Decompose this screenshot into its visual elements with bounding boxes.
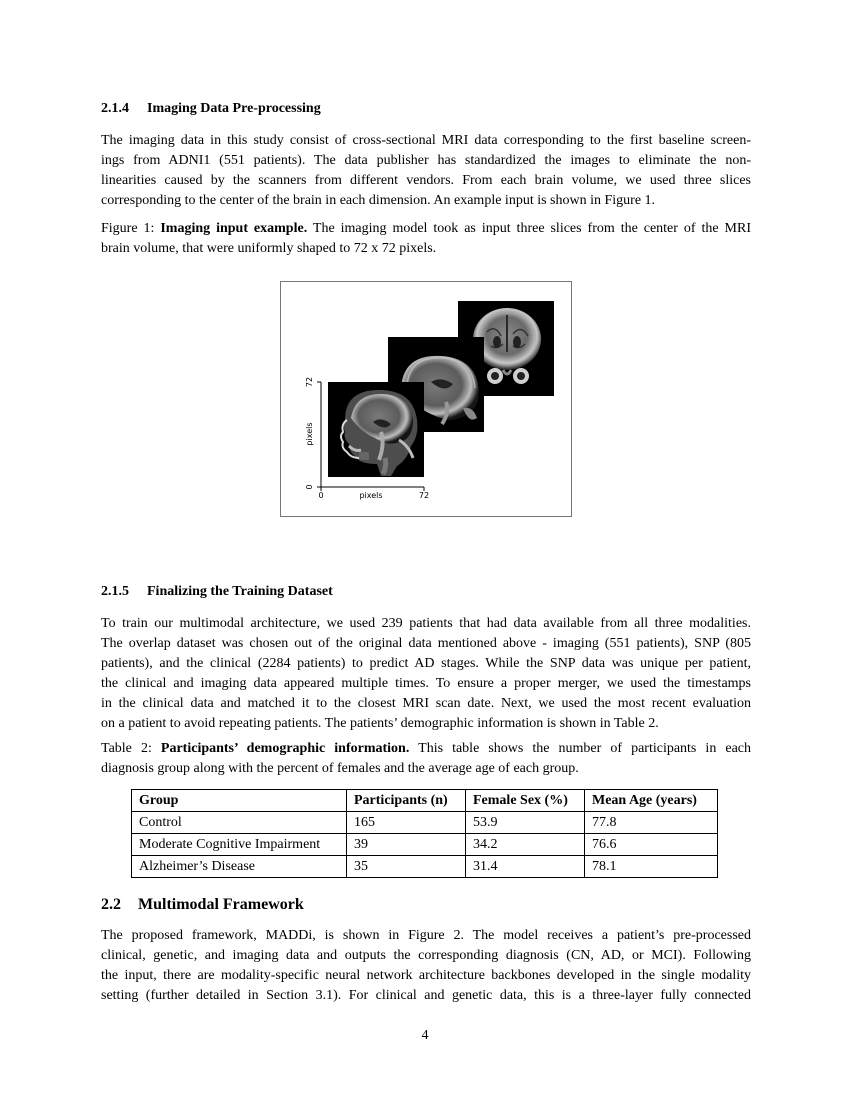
text-line: The proposed framework, MADDi, is shown in Figure 2. The model receives a patient’s pre-processed (101, 928, 751, 943)
subsection-number: 2.1.5 (101, 584, 129, 599)
text-line: The imaging data in this study consist of cross-sectional MRI data corresponding to the first baseline screen- (101, 133, 751, 148)
section-title: Multimodal Framework (138, 896, 304, 913)
table-cell: 53.9 (466, 812, 585, 834)
column-header: Mean Age (years) (585, 790, 718, 812)
table-cell: 31.4 (466, 856, 585, 878)
table-cell: 76.6 (585, 834, 718, 856)
figure-1-graphic (281, 282, 571, 516)
section-heading-2-2 (101, 896, 304, 914)
section-number: 2.2 (101, 896, 121, 913)
demographics-table (131, 789, 718, 878)
table-header-row (132, 790, 718, 812)
table-row (132, 812, 718, 834)
y-tick-label: 0 (305, 484, 314, 490)
paragraph-multimodal-framework (101, 926, 751, 1006)
text-line: setting (further detailed in Section 3.1). For clinical and genetic data, this is a three-layer fully connected (101, 988, 751, 1003)
figure-caption (101, 219, 751, 259)
table-cell: 78.1 (585, 856, 718, 878)
x-tick-label: 0 (318, 491, 324, 500)
text-line: in the clinical data and matched it to the closest MRI scan date. Next, we used the most recent evaluation (101, 696, 751, 711)
caption-text: diagnosis group along with the percent of females and the average age of each group. (101, 761, 579, 776)
subsection-number: 2.1.4 (101, 101, 129, 116)
caption-text: The imaging model took as input three slices from the center of the MRI (307, 221, 751, 236)
table-row (132, 856, 718, 878)
subsection-heading-2-1-4 (101, 101, 321, 117)
text-line: ings from ADNI1 (551 patients). The data publisher has standardized the images to eliminate the non- (101, 153, 751, 168)
table-caption (101, 739, 751, 779)
table-cell: Control (132, 812, 347, 834)
text-line: patients), and the clinical (2284 patients) to predict AD stages. While the SNP data was unique per patient, (101, 656, 751, 671)
paragraph-imaging-preprocessing (101, 131, 751, 211)
caption-text: This table shows the number of participants in each (409, 741, 752, 756)
y-tick-label: 72 (305, 376, 314, 388)
mri-slice-sagittal-front (328, 382, 424, 477)
x-axis-label: pixels (359, 491, 383, 500)
y-axis-label: pixels (305, 422, 314, 446)
table-cell: 165 (347, 812, 466, 834)
text-line: The overlap dataset was chosen out of the original data mentioned above - imaging (551 patients), SNP (805 (101, 636, 751, 651)
text-line: on a patient to avoid repeating patients. The patients’ demographic information is shown in Table 2. (101, 716, 659, 731)
text-line: clinical, genetic, and imaging data and outputs the corresponding diagnosis (CN, AD, or MCI). Following (101, 948, 751, 963)
subsection-heading-2-1-5 (101, 584, 333, 600)
text-line: To train our multimodal architecture, we used 239 patients that had data available from all three modalities. (101, 616, 751, 631)
text-line: the input, there are modality-specific neural network architecture backbones developed in the single modality (101, 968, 751, 983)
paragraph-training-dataset (101, 614, 751, 734)
text-line: corresponding to the center of the brain in each dimension. An example input is shown in Figure 1. (101, 193, 656, 208)
table-cell: 39 (347, 834, 466, 856)
caption-bold-title: Imaging input example. (160, 221, 308, 236)
figure-1-imaging-example (280, 281, 572, 517)
table-cell: Moderate Cognitive Impairment (132, 834, 347, 856)
page-number: 4 (421, 1028, 429, 1043)
caption-label: Table 2: (101, 741, 152, 756)
caption-label: Figure 1: (101, 221, 155, 236)
subsection-title: Imaging Data Pre-processing (147, 101, 321, 116)
table-cell: 77.8 (585, 812, 718, 834)
table-cell: 35 (347, 856, 466, 878)
table-cell: 34.2 (466, 834, 585, 856)
table-cell: Alzheimer’s Disease (132, 856, 347, 878)
column-header: Participants (n) (347, 790, 466, 812)
text-line: linearities caused by the scanners from different vendors. From each brain volume, we used three slices (101, 173, 751, 188)
x-tick-label: 72 (418, 491, 430, 500)
caption-bold-title: Participants’ demographic information. (160, 741, 410, 756)
table-row (132, 834, 718, 856)
column-header: Group (132, 790, 347, 812)
text-line: the clinical and imaging data appeared multiple times. To ensure a proper merger, we used the timestamps (101, 676, 751, 691)
caption-text: brain volume, that were uniformly shaped to 72 x 72 pixels. (101, 241, 437, 256)
subsection-title: Finalizing the Training Dataset (147, 584, 333, 599)
column-header: Female Sex (%) (466, 790, 585, 812)
